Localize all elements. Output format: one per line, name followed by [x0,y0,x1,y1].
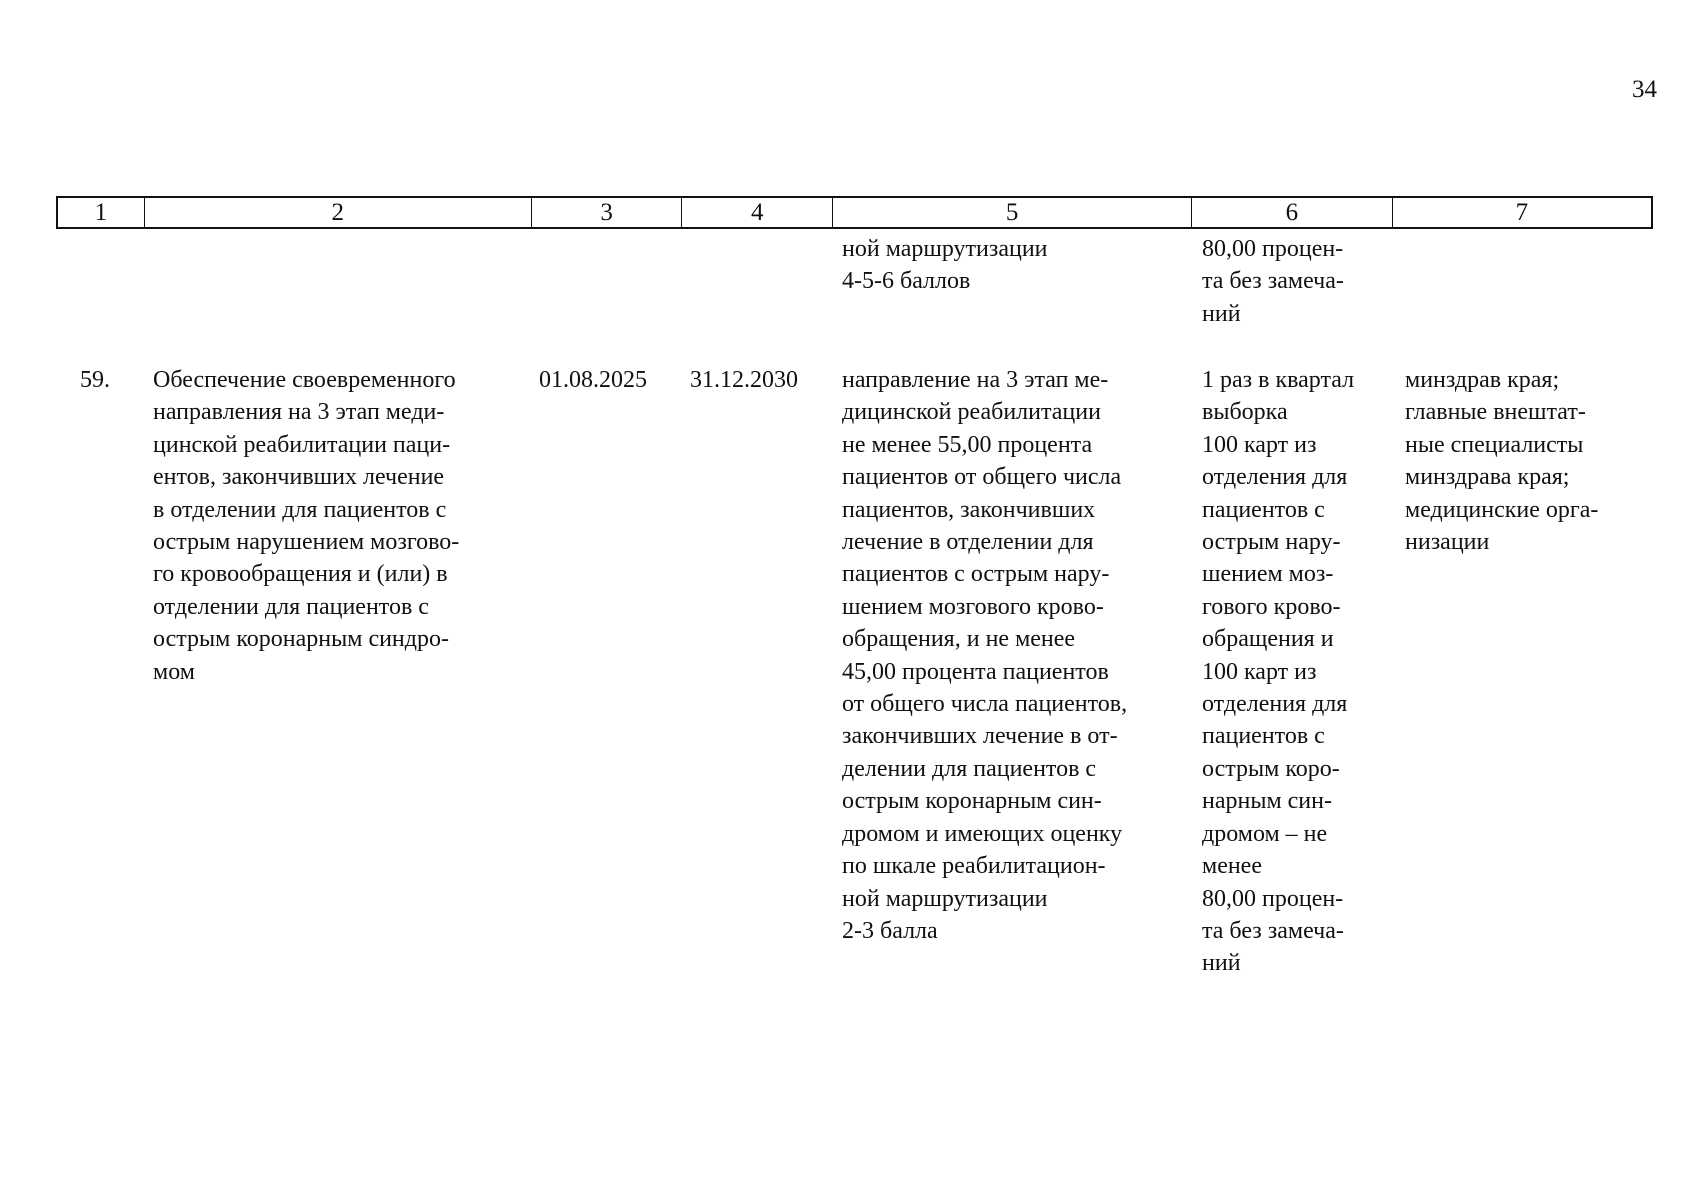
continuation-control: 80,00 процен- та без замеча- ний [1202,236,1344,327]
header-col-1: 1 [58,198,145,227]
row-59-control: 1 раз в квартал выборка 100 карт из отделения для пациентов с острым нару- шением моз- гового крово- обращения и 100 карт из отделения для пациентов с острым коро- нарным син- дромом – не менее 80,00 процен- та без замеча- ний [1202,367,1355,977]
header-col-7: 7 [1515,199,1529,226]
row-59-number: 59. [80,367,110,393]
row-59-indicator: направление на 3 этап ме- дицинской реабилитации не менее 55,00 процента пациентов от общего числа пациентов, закончивших лечение в отделении для пациентов с острым нару- шением мозгового крово- обращения, и не менее 45,00 процента пациентов от общего числа пациентов, закончивших лечение в от- делении для пациентов с острым коронарным син- дромом и имеющих оценку по шкале реабилитацион- ной маршрутизации 2-3 балла [842,367,1128,944]
row-59-start-date: 01.08.2025 [539,367,647,393]
header-col-6: 6 [1192,198,1393,227]
row-59-end-date: 31.12.2030 [690,367,798,393]
header-col-3: 3 [532,198,683,227]
header-col-4: 4 [682,198,833,227]
page-number: 34 [1632,76,1657,103]
row-59-responsible: минздрав края; главные внештат- ные специалисты минздрава края; медицинские орга- низации [1405,367,1599,556]
continuation-indicator: ной маршрутизации 4-5-6 баллов [842,236,1048,295]
table-header-row [56,196,1653,229]
header-col-5: 5 [833,198,1192,227]
header-col-2: 2 [145,198,532,227]
row-59-activity: Обеспечение своевременного направления на 3 этап меди- цинской реабилитации паци- ентов, закончивших лечение в отделении для пациентов с острым нарушением мозгово- го кровообращения и (или) в отделении для пациентов с острым коронарным синдро- мом [153,367,460,685]
